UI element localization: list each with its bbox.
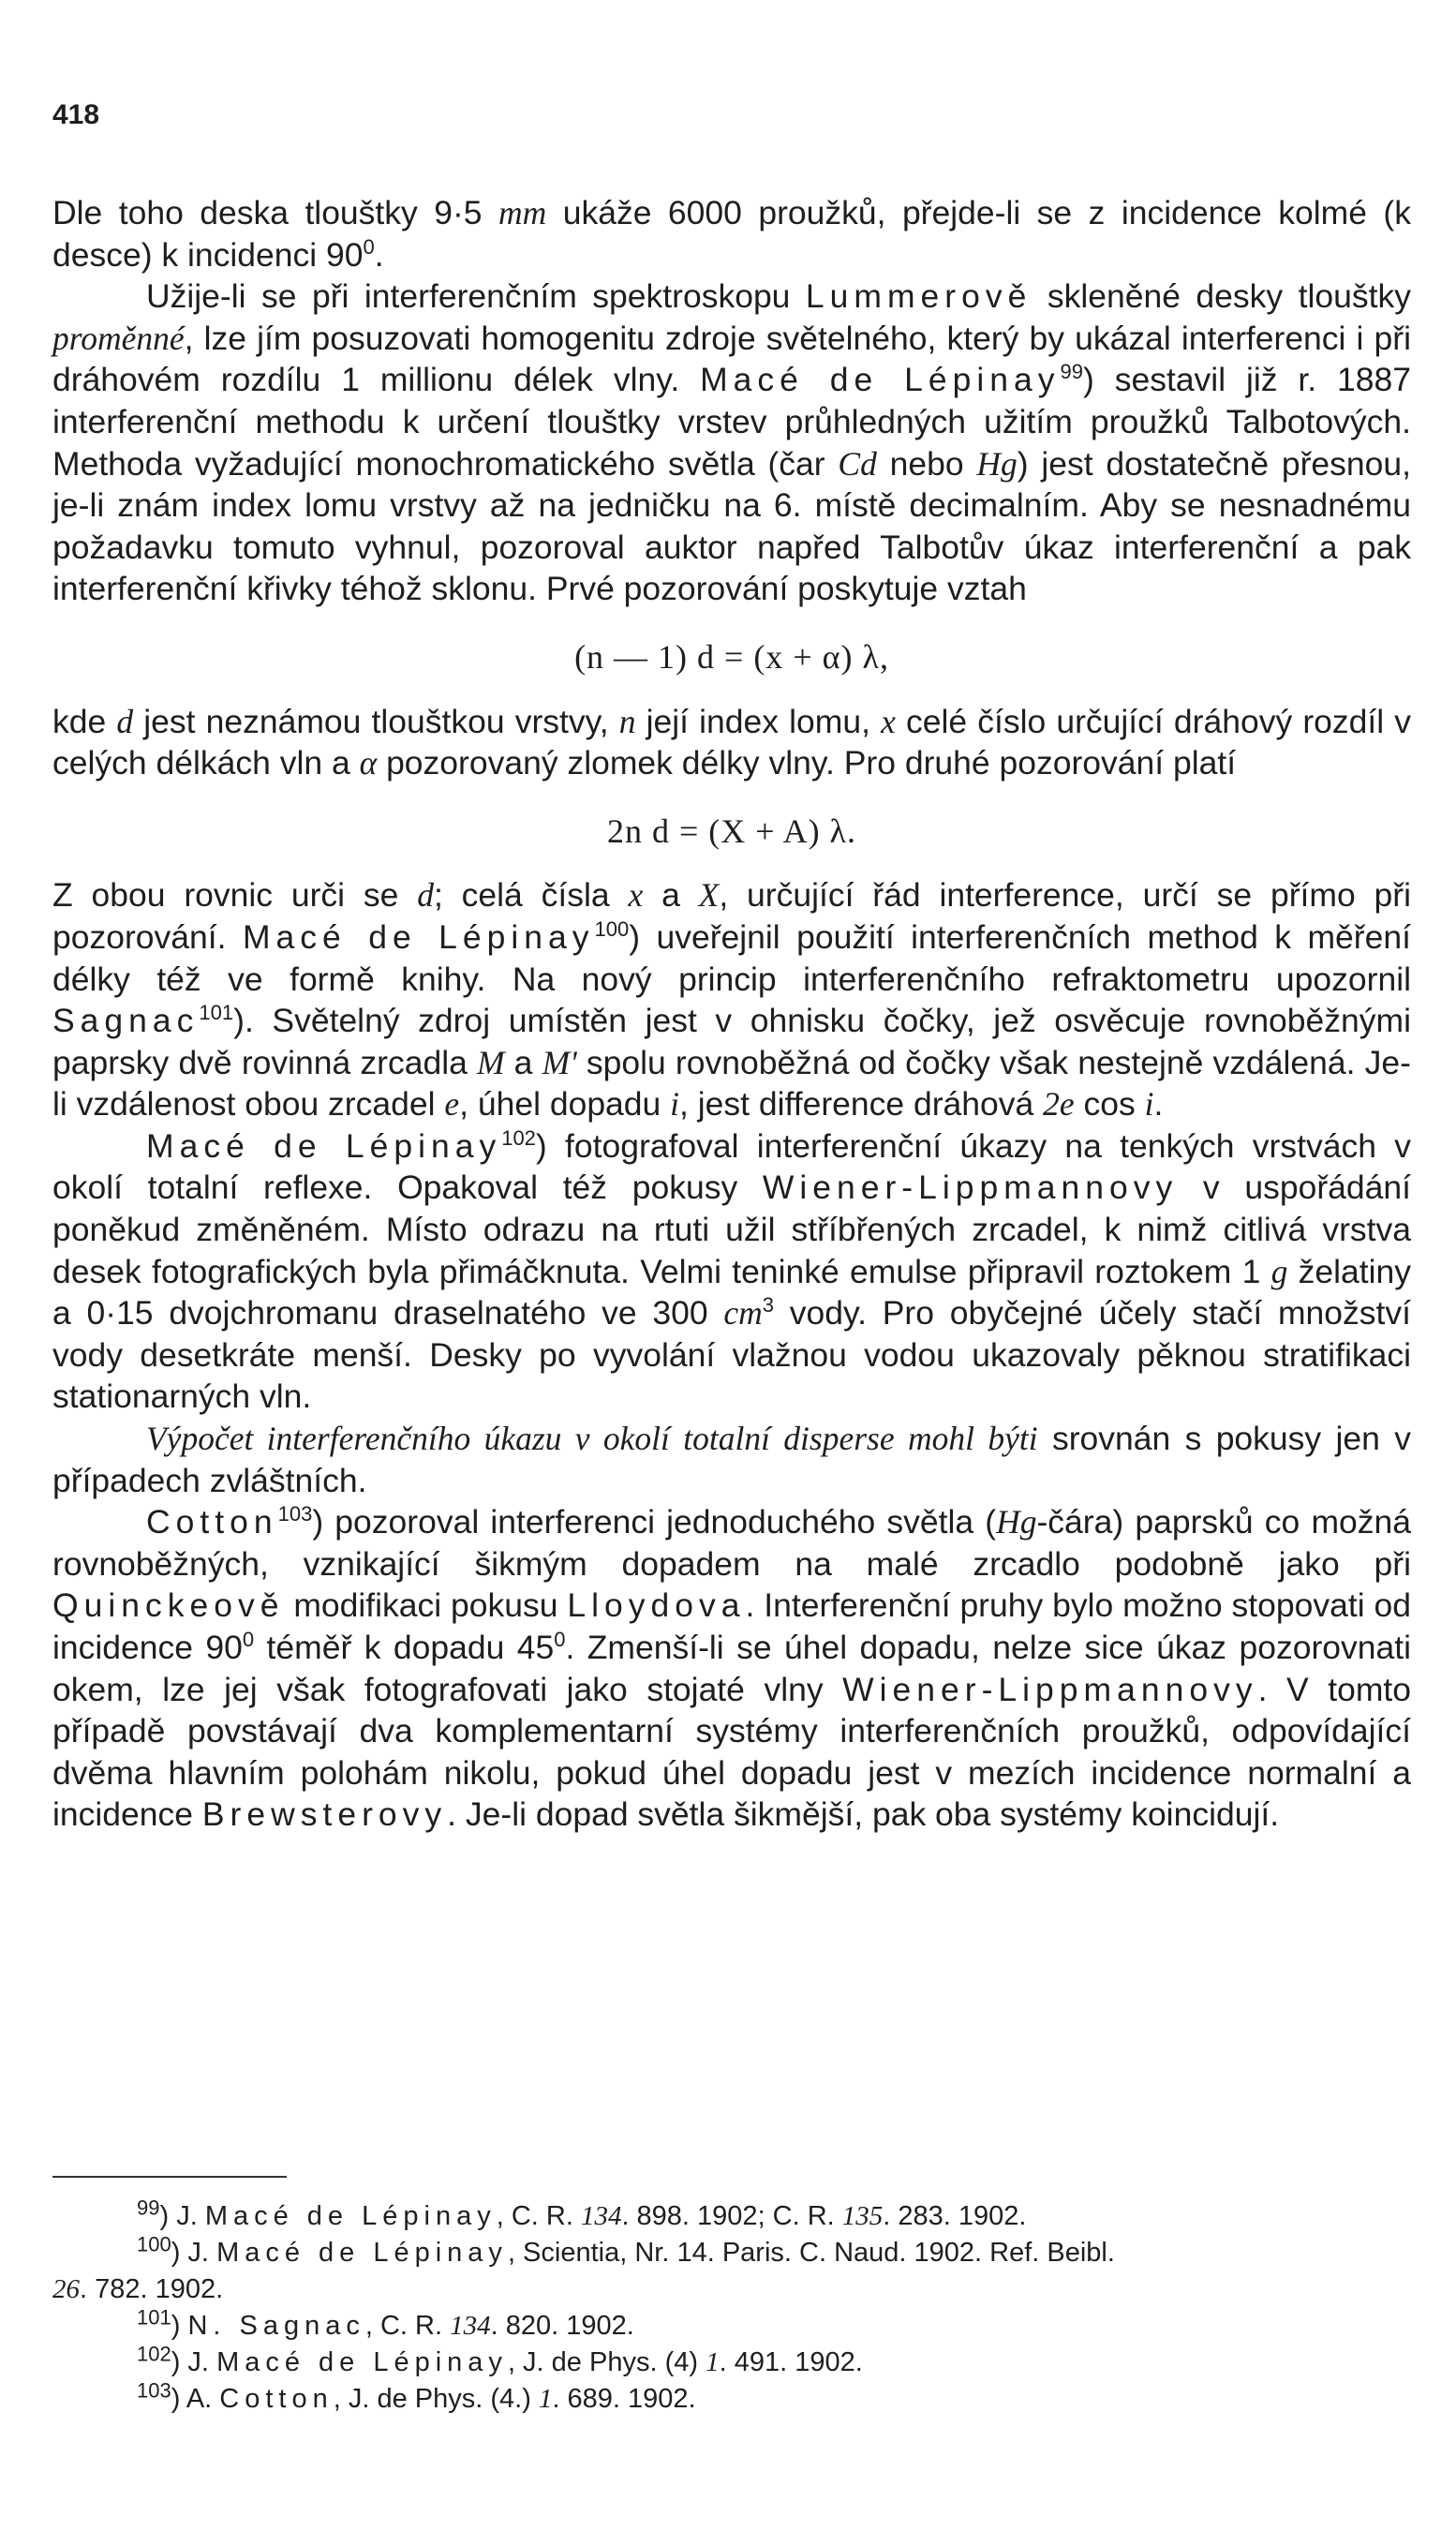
footnote-divider <box>52 2176 287 2178</box>
footnote <box>52 2305 1411 2345</box>
text-run: ) A. <box>171 2384 220 2414</box>
superscript: 100 <box>594 917 630 942</box>
text-run: srovnán s pokusy jen v případech zvláštních. <box>52 1420 1411 1499</box>
spaced-name: Cotton <box>219 2384 334 2414</box>
italic-text: 26 <box>52 2274 80 2304</box>
italic-text: α <box>359 744 378 782</box>
text-run: , lze jím posuzovati homogenitu zdroje světelného, který by ukázal interferenci i při dráhovém rozdílu 1 millionu délek vlny. <box>52 319 1411 399</box>
text-run: a <box>504 1043 542 1081</box>
spaced-name: Wiener-Lippmannovy <box>842 1670 1258 1708</box>
italic-text: 134 <box>450 2311 491 2341</box>
text-run: , úhel dopadu <box>459 1085 671 1124</box>
spaced-name: Macé de Lépinay <box>204 2201 497 2231</box>
paragraph <box>52 874 1411 1125</box>
text-run: želatiny a 0·15 dvojchromanu draselnatého ve 300 <box>52 1252 1411 1333</box>
italic-text: e <box>444 1085 460 1124</box>
spaced-name: Quinckeově <box>52 1586 285 1625</box>
text-run: Dle toho deska tlouštky 9·5 <box>52 194 498 231</box>
text-run: , J. de Phys. (4.) <box>333 2384 539 2414</box>
text-run: (n — 1) d = (x + α) λ, <box>574 637 889 676</box>
text-run: a <box>643 876 699 915</box>
page-number: 418 <box>52 99 100 130</box>
italic-text: mm <box>498 194 547 231</box>
superscript: 101 <box>137 2305 171 2330</box>
text-run: . V tomto případě povstávají dva komplementarní systémy interferenčních proužků, odpovídající dvěma hlavním polohám nikolu, pokud úhel dopadu jest v mezích incidence normalní a incidence <box>52 1670 1411 1834</box>
spaced-name: Wiener-Lippmannovy <box>762 1169 1179 1207</box>
spaced-name: N. Sagnac <box>187 2311 365 2341</box>
text-run: kde <box>52 702 117 740</box>
text-run: . Interferenční pruhy bylo možno stopovati od incidence 90 <box>52 1586 1411 1666</box>
text-run: ) J. <box>171 2347 217 2377</box>
paragraph <box>52 701 1411 784</box>
text-run: . Zmenší-li se úhel dopadu, nelze sice úkaz pozorovnati okem, lze jej však fotografovati jako stojaté vlny <box>52 1629 1411 1708</box>
text-run: , J. de Phys. (4) <box>507 2347 706 2377</box>
superscript: 0 <box>363 234 375 259</box>
italic-text: n <box>618 702 636 740</box>
text-run: . 820. 1902. <box>490 2311 634 2341</box>
superscript: 99 <box>1060 360 1083 384</box>
text-run: ) <box>171 2311 188 2341</box>
spaced-name: Cotton <box>146 1503 278 1541</box>
text-run: 2n d = (X + A) λ. <box>606 811 857 850</box>
spaced-name: Macé de Lépinay <box>146 1126 502 1165</box>
footnote <box>52 2232 1411 2271</box>
text-run: spolu rovnoběžná od čočky však nestejně vzdálená. Je-li vzdálenost obou zrcadel <box>52 1043 1411 1124</box>
superscript: 100 <box>137 2232 171 2256</box>
text-run: , Scientia, Nr. 14. Paris. C. Naud. 1902. Ref. Beibl. <box>507 2238 1115 2268</box>
spaced-name: Brewsterovy <box>201 1795 448 1834</box>
text-run: její index lomu, <box>635 702 882 740</box>
text-run: , C. R. <box>364 2311 451 2341</box>
text-run: jest neznámou tlouštkou vrstvy, <box>133 702 619 740</box>
text-run: cos <box>1074 1085 1145 1124</box>
italic-text: g <box>1270 1252 1288 1290</box>
footnote <box>52 2378 1411 2418</box>
italic-text: X <box>698 876 720 915</box>
text-run: ) pozoroval interferenci jednoduchého světla ( <box>312 1503 997 1541</box>
paragraph <box>52 1125 1411 1418</box>
italic-text: M' <box>542 1043 577 1081</box>
text-run: ) sestavil již r. 1887 interferenční methodu k určení tlouštky vrstev průhledných užitím proužků Talbotových. Methoda vyžadující monochromatického světla (čar <box>52 361 1411 483</box>
italic-text: d <box>116 702 134 740</box>
spaced-name: Sagnac <box>52 1002 200 1040</box>
spaced-name: Macé de Lépinay <box>700 361 1061 399</box>
italic-text: M <box>476 1043 505 1081</box>
text-run: ) J. <box>159 2201 205 2231</box>
text-run: téměř k dopadu 45 <box>254 1629 555 1666</box>
paragraph <box>52 192 1411 275</box>
text-run: ukáže 6000 proužků, přejde-li se z incidence kolmé (k desce) k incidenci 90 <box>52 194 1411 274</box>
text-run: ; celá čísla <box>433 876 629 915</box>
equation <box>52 636 1411 678</box>
italic-text: 135 <box>841 2201 884 2231</box>
text-run: ) jest dostatečně přesnou, je-li znám index lomu vrstvy až na jedničku na 6. místě decimalním. Aby se nesnadnému požadavku tomuto vyhnul, pozoroval auktor napřed Talbotův úkaz interferenční a pak interferenční křivky téhož sklonu. Prvé pozorování poskytuje vztah <box>52 444 1411 608</box>
italic-text: Hg <box>976 444 1018 483</box>
italic-text: 1 <box>706 2347 720 2377</box>
superscript: 0 <box>242 1628 255 1652</box>
footnote <box>52 2342 1411 2381</box>
paragraph <box>52 1501 1411 1836</box>
text-run: ) uveřejnil použití interferenčních method k měření délky též ve formě knihy. Na nový princip interferenčního refraktometru upozornil <box>52 917 1411 998</box>
text-run: vody. Pro obyčejné účely stačí množství vody desetkráte menší. Desky po vyvolání vlažnou vodou ukazovaly pěknou stratifikaci stationarných vln. <box>52 1294 1412 1416</box>
paragraph <box>52 275 1411 610</box>
text-run: skleněné desky tlouštky <box>1032 277 1412 316</box>
text-run: pozorovaný zlomek délky vlny. Pro druhé pozorování platí <box>377 744 1237 782</box>
superscript: 99 <box>137 2196 160 2220</box>
text-run: . Je-li dopad světla šikmější, pak oba systémy koincidují. <box>447 1795 1280 1834</box>
italic-text: i <box>670 1085 680 1124</box>
spaced-name: Lummerově <box>805 277 1033 316</box>
text-run: , C. R. <box>496 2201 581 2231</box>
italic-text: i <box>1144 1085 1154 1124</box>
italic-text: Výpočet interferenčního úkazu v okolí totalní disperse mohl býti <box>146 1420 1038 1458</box>
text-run: nebo <box>876 444 977 483</box>
text-run: . <box>374 235 384 274</box>
italic-text: x <box>628 876 644 915</box>
text-run: . 491. 1902. <box>719 2347 863 2377</box>
text-run: ) fotografoval interferenční úkazy na tenkých vrstvách v okolí totalní reflexe. Opakoval též pokusy <box>52 1126 1411 1207</box>
text-run: modifikaci pokusu <box>284 1586 568 1625</box>
text-run: ) J. <box>171 2238 217 2268</box>
superscript: 0 <box>554 1628 566 1652</box>
footnote-continuation <box>52 2271 1411 2308</box>
text-run: celé číslo určující dráhový rozdíl v celých délkách vln a <box>52 702 1412 782</box>
text-run: , jest difference dráhová <box>679 1085 1044 1124</box>
italic-text: Cd <box>838 444 877 483</box>
superscript: 102 <box>501 1126 536 1151</box>
italic-text: 2e <box>1043 1085 1075 1124</box>
spaced-name: Macé de Lépinay <box>216 2238 508 2268</box>
superscript: 103 <box>277 1502 313 1526</box>
text-run: ). Světelný zdroj umístěn jest v ohnisku čočky, jež osvěcuje rovnoběžnými paprsky dvě rovinná zrcadla <box>52 1002 1411 1081</box>
superscript: 102 <box>137 2342 171 2366</box>
text-run: . 898. 1902; C. R. <box>621 2201 842 2231</box>
text-run: Užije-li se při interferenčním spektroskopu <box>146 277 806 316</box>
spaced-name: Macé de Lépinay <box>216 2347 508 2377</box>
footnote <box>52 2198 1411 2235</box>
equation <box>52 811 1411 853</box>
text-run: . 689. 1902. <box>552 2384 696 2414</box>
italic-text: proměnné <box>52 319 185 357</box>
paragraph <box>52 1418 1411 1501</box>
text-run: , určující řád interference, určí se přímo při pozorování. <box>52 876 1411 956</box>
italic-text: d <box>417 876 434 915</box>
text-run: v uspořádání poněkud změněném. Místo odrazu na rtuti užil stříbřených zrcadel, k nimž citlivá vrstva desek fotografických byla přimáčknuta. Velmi teninké emulse připravil roztokem 1 <box>52 1169 1411 1290</box>
italic-text: Hg <box>996 1503 1037 1541</box>
text-run: . <box>1153 1085 1164 1124</box>
text-run: . 283. 1902. <box>883 2201 1027 2231</box>
text-run: -čára) paprsků co možná rovnoběžných, vznikající šikmým dopadem na malé zrcadlo podobně jako při <box>52 1503 1411 1583</box>
body-text <box>52 192 1411 1836</box>
spaced-name: Lloydova <box>567 1586 746 1625</box>
text-run: . 782. 1902. <box>80 2274 224 2304</box>
italic-text: cm <box>723 1294 763 1333</box>
italic-text: 1 <box>538 2384 553 2414</box>
footnotes <box>52 2198 1411 2418</box>
superscript: 3 <box>762 1293 774 1318</box>
text-run: Z obou rovnic urči se <box>52 876 418 915</box>
italic-text: x <box>881 702 896 740</box>
italic-text: 134 <box>580 2201 622 2231</box>
superscript: 101 <box>199 1001 234 1025</box>
superscript: 103 <box>137 2378 171 2403</box>
spaced-name: Macé de Lépinay <box>242 917 595 956</box>
